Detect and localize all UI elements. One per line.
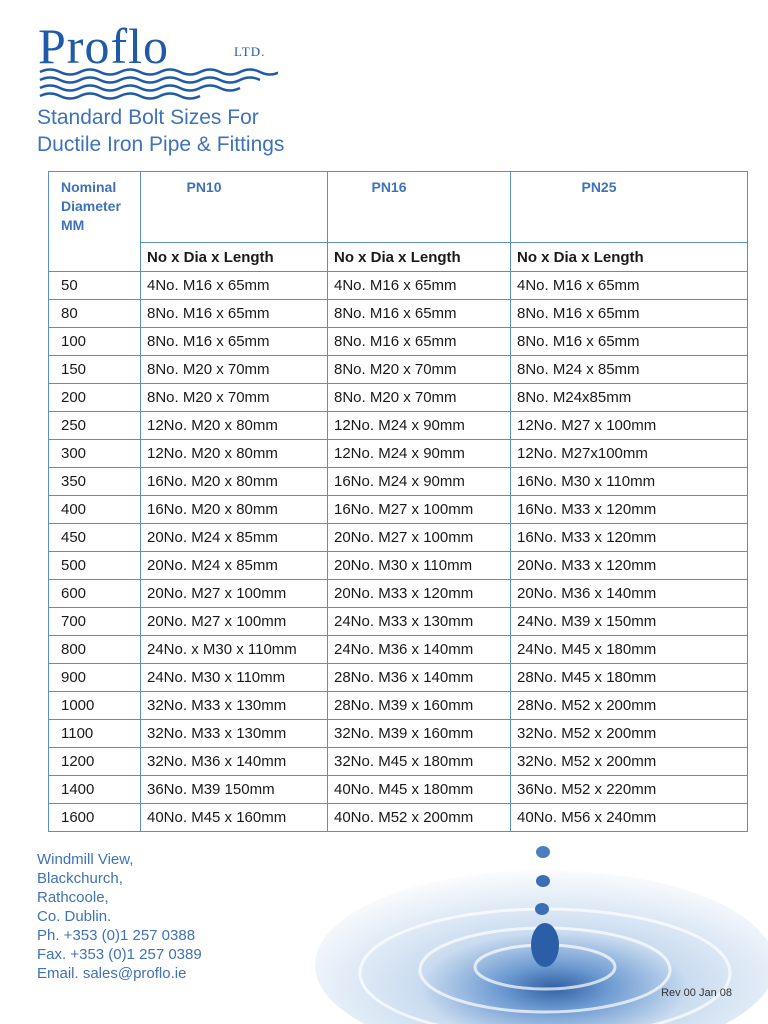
address-line: Windmill View, [37, 851, 134, 868]
header-pn10: PN10 [141, 172, 328, 243]
water-waves-icon [38, 66, 278, 100]
pn25-cell: 40No. M56 x 240mm [511, 804, 748, 832]
table-subheader-row [49, 243, 748, 272]
table-row [49, 636, 748, 664]
pn25-cell: 24No. M39 x 150mm [511, 608, 748, 636]
table-row [49, 552, 748, 580]
table-row [49, 664, 748, 692]
pn25-cell: 8No. M16 x 65mm [511, 328, 748, 356]
table-body [49, 272, 748, 832]
pn25-cell: 36No. M52 x 220mm [511, 776, 748, 804]
nominal-diameter-cell: 700 [49, 608, 141, 636]
nominal-diameter-cell: 1200 [49, 748, 141, 776]
nominal-diameter-cell: 50 [49, 272, 141, 300]
subheader-pn10: No x Dia x Length [141, 243, 328, 272]
pn10-cell: 20No. M24 x 85mm [141, 552, 328, 580]
table-row [49, 468, 748, 496]
nominal-diameter-cell: 500 [49, 552, 141, 580]
table-row [49, 580, 748, 608]
logo-wordmark: Proflo [38, 18, 169, 74]
subheader-pn25: No x Dia x Length [511, 243, 748, 272]
address-line: Co. Dublin. [37, 908, 112, 925]
subheader-pn16: No x Dia x Length [328, 243, 511, 272]
table-row [49, 328, 748, 356]
nominal-diameter-cell: 350 [49, 468, 141, 496]
table-row [49, 776, 748, 804]
pn25-cell: 8No. M16 x 65mm [511, 300, 748, 328]
pn10-cell: 16No. M20 x 80mm [141, 468, 328, 496]
pn25-cell: 8No. M24 x 85mm [511, 356, 748, 384]
nominal-diameter-cell: 900 [49, 664, 141, 692]
pn25-cell: 16No. M30 x 110mm [511, 468, 748, 496]
pn16-cell: 28No. M36 x 140mm [328, 664, 511, 692]
pn10-cell: 32No. M33 x 130mm [141, 720, 328, 748]
pn16-cell: 20No. M27 x 100mm [328, 524, 511, 552]
table-row [49, 496, 748, 524]
pn10-cell: 20No. M27 x 100mm [141, 608, 328, 636]
pn25-cell: 20No. M33 x 120mm [511, 552, 748, 580]
pn10-cell: 36No. M39 150mm [141, 776, 328, 804]
nominal-diameter-cell: 1400 [49, 776, 141, 804]
pn10-cell: 4No. M16 x 65mm [141, 272, 328, 300]
pn10-cell: 32No. M36 x 140mm [141, 748, 328, 776]
table-row [49, 524, 748, 552]
table-header-row [49, 172, 748, 243]
pn10-cell: 20No. M27 x 100mm [141, 580, 328, 608]
table-row [49, 692, 748, 720]
pn10-cell: 16No. M20 x 80mm [141, 496, 328, 524]
company-logo [38, 18, 288, 98]
pn10-cell: 12No. M20 x 80mm [141, 412, 328, 440]
pn25-cell: 20No. M36 x 140mm [511, 580, 748, 608]
pn16-cell: 4No. M16 x 65mm [328, 272, 511, 300]
pn16-cell: 40No. M45 x 180mm [328, 776, 511, 804]
email-address: Email. sales@proflo.ie [37, 965, 187, 982]
pn10-cell: 24No. M30 x 110mm [141, 664, 328, 692]
pn25-cell: 32No. M52 x 200mm [511, 748, 748, 776]
pn25-cell: 28No. M52 x 200mm [511, 692, 748, 720]
table-row [49, 384, 748, 412]
pn10-cell: 24No. x M30 x 110mm [141, 636, 328, 664]
nominal-diameter-cell: 80 [49, 300, 141, 328]
table-row [49, 356, 748, 384]
pn25-cell: 12No. M27 x 100mm [511, 412, 748, 440]
pn25-cell: 8No. M24x85mm [511, 384, 748, 412]
pn25-cell: 16No. M33 x 120mm [511, 496, 748, 524]
pn25-cell: 16No. M33 x 120mm [511, 524, 748, 552]
pn16-cell: 16No. M27 x 100mm [328, 496, 511, 524]
pn10-cell: 8No. M20 x 70mm [141, 356, 328, 384]
pn10-cell: 40No. M45 x 160mm [141, 804, 328, 832]
nominal-diameter-cell: 600 [49, 580, 141, 608]
pn25-cell: 12No. M27x100mm [511, 440, 748, 468]
table-row [49, 748, 748, 776]
title-line-1: Standard Bolt Sizes For [37, 106, 259, 129]
pn16-cell: 12No. M24 x 90mm [328, 440, 511, 468]
table-row [49, 272, 748, 300]
pn25-cell: 4No. M16 x 65mm [511, 272, 748, 300]
logo-ltd: LTD. [234, 44, 266, 59]
nominal-diameter-cell: 300 [49, 440, 141, 468]
nominal-diameter-cell: 250 [49, 412, 141, 440]
pn16-cell: 32No. M39 x 160mm [328, 720, 511, 748]
nominal-diameter-cell: 1100 [49, 720, 141, 748]
pn25-cell: 28No. M45 x 180mm [511, 664, 748, 692]
pn10-cell: 32No. M33 x 130mm [141, 692, 328, 720]
pn10-cell: 12No. M20 x 80mm [141, 440, 328, 468]
nominal-diameter-cell: 1600 [49, 804, 141, 832]
pn16-cell: 40No. M52 x 200mm [328, 804, 511, 832]
pn25-cell: 24No. M45 x 180mm [511, 636, 748, 664]
pn16-cell: 12No. M24 x 90mm [328, 412, 511, 440]
nominal-diameter-cell: 200 [49, 384, 141, 412]
pn16-cell: 8No. M16 x 65mm [328, 300, 511, 328]
pn16-cell: 8No. M16 x 65mm [328, 328, 511, 356]
pn16-cell: 8No. M20 x 70mm [328, 384, 511, 412]
bolt-sizes-table [48, 171, 748, 832]
pn16-cell: 24No. M33 x 130mm [328, 608, 511, 636]
pn16-cell: 20No. M33 x 120mm [328, 580, 511, 608]
address-line: Rathcoole, [37, 889, 109, 906]
pn25-cell: 32No. M52 x 200mm [511, 720, 748, 748]
table-row [49, 412, 748, 440]
page-title [37, 104, 284, 158]
pn10-cell: 8No. M16 x 65mm [141, 328, 328, 356]
nominal-diameter-cell: 450 [49, 524, 141, 552]
nominal-diameter-cell: 100 [49, 328, 141, 356]
pn16-cell: 20No. M30 x 110mm [328, 552, 511, 580]
title-line-2: Ductile Iron Pipe & Fittings [37, 133, 285, 156]
pn16-cell: 24No. M36 x 140mm [328, 636, 511, 664]
header-pn16: PN16 [328, 172, 511, 243]
nominal-diameter-cell: 1000 [49, 692, 141, 720]
pn10-cell: 8No. M20 x 70mm [141, 384, 328, 412]
address-line: Blackchurch, [37, 870, 123, 887]
phone-number: Ph. +353 (0)1 257 0388 [37, 927, 196, 944]
nominal-diameter-cell: 150 [49, 356, 141, 384]
company-address [37, 850, 202, 983]
table-row [49, 608, 748, 636]
table-row [49, 300, 748, 328]
header-nominal-diameter: Nominal Diameter MM [49, 172, 141, 272]
pn10-cell: 8No. M16 x 65mm [141, 300, 328, 328]
pn10-cell: 20No. M24 x 85mm [141, 524, 328, 552]
table-row [49, 720, 748, 748]
nominal-diameter-cell: 400 [49, 496, 141, 524]
pn16-cell: 8No. M20 x 70mm [328, 356, 511, 384]
pn16-cell: 32No. M45 x 180mm [328, 748, 511, 776]
fax-number: Fax. +353 (0)1 257 0389 [37, 946, 202, 963]
pn16-cell: 16No. M24 x 90mm [328, 468, 511, 496]
nominal-diameter-cell: 800 [49, 636, 141, 664]
revision-note: Rev 00 Jan 08 [661, 987, 732, 999]
header-pn25: PN25 [511, 172, 748, 243]
table-row [49, 440, 748, 468]
pn16-cell: 28No. M39 x 160mm [328, 692, 511, 720]
